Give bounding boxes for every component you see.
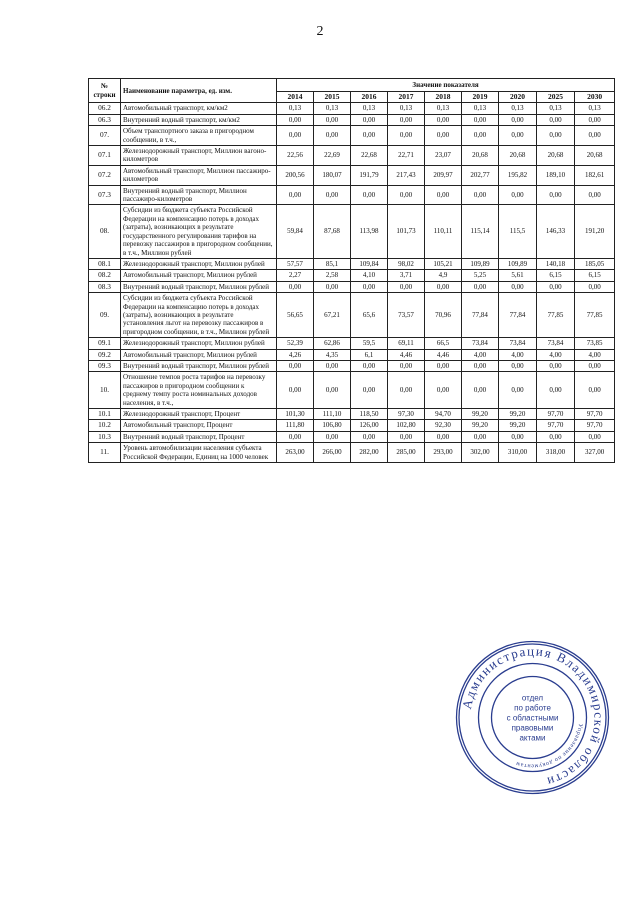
value-cell: 146,33 (537, 205, 575, 258)
value-cell: 0,00 (499, 114, 537, 125)
value-cell: 98,02 (388, 258, 425, 269)
year-header-2015: 2015 (314, 92, 351, 103)
value-cell: 109,84 (351, 258, 388, 269)
seal-center-line: с областными (506, 713, 559, 723)
indicators-table-container (88, 78, 614, 463)
value-cell: 0,00 (462, 360, 499, 371)
table-body (89, 103, 615, 463)
row-code: 06.2 (89, 103, 121, 114)
value-cell: 0,00 (314, 126, 351, 146)
value-cell: 65,6 (351, 293, 388, 338)
value-cell: 6,15 (575, 270, 615, 281)
value-cell: 0,00 (314, 431, 351, 442)
parameter-name: Внутренний водный транспорт, км/км2 (121, 114, 277, 125)
value-cell: 0,00 (537, 281, 575, 292)
value-cell: 0,00 (575, 431, 615, 442)
value-cell: 77,84 (499, 293, 537, 338)
value-cell: 0,00 (277, 431, 314, 442)
table-row (89, 114, 615, 125)
parameter-name: Внутренний водный транспорт, Процент (121, 431, 277, 442)
value-cell: 5,61 (499, 270, 537, 281)
value-cell: 109,89 (499, 258, 537, 269)
value-cell: 0,00 (425, 372, 462, 409)
row-number-header: № строки (89, 79, 121, 103)
value-cell: 0,00 (462, 431, 499, 442)
value-cell: 282,00 (351, 443, 388, 463)
value-cell: 22,56 (277, 146, 314, 166)
value-cell: 0,00 (462, 185, 499, 205)
value-cell: 0,00 (537, 360, 575, 371)
value-cell: 0,00 (575, 126, 615, 146)
value-cell: 59,84 (277, 205, 314, 258)
value-cell: 0,00 (277, 126, 314, 146)
value-cell: 4,00 (462, 349, 499, 360)
value-cell: 4,46 (425, 349, 462, 360)
value-cell: 189,10 (537, 165, 575, 185)
row-code: 08.1 (89, 258, 121, 269)
value-cell: 73,84 (462, 338, 499, 349)
value-cell: 0,00 (388, 185, 425, 205)
value-cell: 111,10 (314, 409, 351, 420)
seal-center-line: отдел (521, 693, 544, 703)
value-cell: 266,00 (314, 443, 351, 463)
official-seal (450, 635, 615, 800)
row-code: 10. (89, 372, 121, 409)
row-code: 07.1 (89, 146, 121, 166)
value-cell: 20,68 (462, 146, 499, 166)
value-cell: 0,00 (351, 185, 388, 205)
value-cell: 0,00 (351, 114, 388, 125)
table-row (89, 293, 615, 338)
value-cell: 66,5 (425, 338, 462, 349)
value-cell: 318,00 (537, 443, 575, 463)
value-cell: 73,84 (499, 338, 537, 349)
row-code: 08. (89, 205, 121, 258)
value-cell: 111,80 (277, 420, 314, 431)
value-cell: 118,50 (351, 409, 388, 420)
value-cell: 0,00 (499, 360, 537, 371)
seal-center-line: правовыми (511, 723, 554, 733)
table-row (89, 372, 615, 409)
value-cell: 22,68 (351, 146, 388, 166)
value-cell: 302,00 (462, 443, 499, 463)
row-code: 09.3 (89, 360, 121, 371)
value-cell: 0,13 (314, 103, 351, 114)
value-cell: 52,39 (277, 338, 314, 349)
value-cell: 0,13 (537, 103, 575, 114)
row-code: 08.3 (89, 281, 121, 292)
value-cell: 0,00 (537, 114, 575, 125)
value-cell: 0,00 (277, 114, 314, 125)
value-cell: 0,00 (462, 114, 499, 125)
value-cell: 97,70 (575, 420, 615, 431)
value-cell: 0,13 (425, 103, 462, 114)
row-code: 09.2 (89, 349, 121, 360)
value-cell: 4,10 (351, 270, 388, 281)
value-cell: 77,84 (462, 293, 499, 338)
table-row (89, 443, 615, 463)
value-cell: 115,14 (462, 205, 499, 258)
value-cell: 70,96 (425, 293, 462, 338)
value-cell: 0,00 (351, 126, 388, 146)
value-cell: 77,85 (575, 293, 615, 338)
value-cell: 0,00 (314, 185, 351, 205)
value-cell: 56,65 (277, 293, 314, 338)
value-cell: 23,07 (425, 146, 462, 166)
value-cell: 0,13 (351, 103, 388, 114)
value-cell: 0,00 (462, 126, 499, 146)
value-cell: 0,00 (537, 185, 575, 205)
row-code: 07.3 (89, 185, 121, 205)
value-cell: 0,00 (575, 360, 615, 371)
value-cell: 0,13 (388, 103, 425, 114)
value-cell: 0,00 (314, 114, 351, 125)
value-cell: 285,00 (388, 443, 425, 463)
value-cell: 59,5 (351, 338, 388, 349)
value-cell: 293,00 (425, 443, 462, 463)
value-cell: 0,00 (388, 281, 425, 292)
value-cell: 0,00 (499, 126, 537, 146)
value-cell: 0,00 (425, 126, 462, 146)
value-cell: 0,00 (351, 360, 388, 371)
value-cell: 73,84 (537, 338, 575, 349)
table-row (89, 258, 615, 269)
value-cell: 99,20 (499, 420, 537, 431)
value-cell: 0,00 (351, 431, 388, 442)
table-row (89, 409, 615, 420)
value-cell: 0,00 (575, 281, 615, 292)
indicator-values-header: Значение показателя (277, 79, 615, 92)
table-row (89, 431, 615, 442)
parameter-name: Уровень автомобилизации населения субъекта Российской Федерации, Единиц на 1000 человек (121, 443, 277, 463)
row-code: 10.2 (89, 420, 121, 431)
year-header-2030: 2030 (575, 92, 615, 103)
parameter-name: Автомобильный транспорт, Миллион рублей (121, 270, 277, 281)
value-cell: 0,00 (351, 281, 388, 292)
value-cell: 6,1 (351, 349, 388, 360)
year-header-2014: 2014 (277, 92, 314, 103)
value-cell: 140,18 (537, 258, 575, 269)
page-number: 2 (316, 24, 324, 39)
value-cell: 92,30 (425, 420, 462, 431)
value-cell: 0,00 (575, 372, 615, 409)
value-cell: 0,00 (537, 372, 575, 409)
value-cell: 0,13 (462, 103, 499, 114)
value-cell: 0,00 (314, 281, 351, 292)
row-code: 10.3 (89, 431, 121, 442)
parameter-name: Внутренний водный транспорт, Миллион пассажиро-километров (121, 185, 277, 205)
value-cell: 195,82 (499, 165, 537, 185)
value-cell: 2,27 (277, 270, 314, 281)
value-cell: 0,00 (388, 372, 425, 409)
value-cell: 6,15 (537, 270, 575, 281)
value-cell: 217,43 (388, 165, 425, 185)
row-code: 10.1 (89, 409, 121, 420)
value-cell: 73,57 (388, 293, 425, 338)
value-cell: 0,13 (575, 103, 615, 114)
year-header-2020: 2020 (499, 92, 537, 103)
year-header-2016: 2016 (351, 92, 388, 103)
value-cell: 57,57 (277, 258, 314, 269)
header-row-1 (89, 79, 615, 92)
year-header-2017: 2017 (388, 92, 425, 103)
value-cell: 0,00 (388, 114, 425, 125)
value-cell: 0,00 (277, 360, 314, 371)
value-cell: 4,00 (499, 349, 537, 360)
table-row (89, 205, 615, 258)
value-cell: 0,13 (277, 103, 314, 114)
table-row (89, 270, 615, 281)
table-row (89, 420, 615, 431)
table-row (89, 146, 615, 166)
value-cell: 4,00 (537, 349, 575, 360)
value-cell: 182,61 (575, 165, 615, 185)
value-cell: 101,30 (277, 409, 314, 420)
value-cell: 85,1 (314, 258, 351, 269)
value-cell: 4,26 (277, 349, 314, 360)
value-cell: 20,68 (575, 146, 615, 166)
year-header-2018: 2018 (425, 92, 462, 103)
value-cell: 0,00 (277, 185, 314, 205)
parameter-name: Автомобильный транспорт, Процент (121, 420, 277, 431)
value-cell: 87,68 (314, 205, 351, 258)
value-cell: 22,71 (388, 146, 425, 166)
row-code: 09. (89, 293, 121, 338)
value-cell: 0,00 (425, 281, 462, 292)
value-cell: 0,00 (388, 431, 425, 442)
value-cell: 0,00 (277, 281, 314, 292)
value-cell: 109,89 (462, 258, 499, 269)
value-cell: 99,20 (499, 409, 537, 420)
value-cell: 0,00 (499, 281, 537, 292)
value-cell: 0,00 (499, 431, 537, 442)
value-cell: 105,21 (425, 258, 462, 269)
row-code: 11. (89, 443, 121, 463)
value-cell: 0,00 (425, 360, 462, 371)
value-cell: 2,58 (314, 270, 351, 281)
table-row (89, 338, 615, 349)
value-cell: 99,20 (462, 409, 499, 420)
parameter-name: Железнодорожный транспорт, Миллион вагоно-километров (121, 146, 277, 166)
value-cell: 67,21 (314, 293, 351, 338)
value-cell: 0,00 (575, 114, 615, 125)
value-cell: 0,00 (425, 114, 462, 125)
table-row (89, 185, 615, 205)
value-cell: 0,00 (388, 360, 425, 371)
parameter-name: Субсидии из бюджета субъекта Российской Федерации на компенсацию потерь в доходах (затраты), возникающих в результате государственного регулирования тарифов на перевозку пассажиров в пригородном сообщении, в т.ч., Миллион рублей (121, 205, 277, 258)
value-cell: 110,11 (425, 205, 462, 258)
parameter-name: Внутренний водный транспорт, Миллион рублей (121, 360, 277, 371)
value-cell: 310,00 (499, 443, 537, 463)
value-cell: 263,00 (277, 443, 314, 463)
value-cell: 22,69 (314, 146, 351, 166)
value-cell: 0,00 (388, 126, 425, 146)
value-cell: 99,20 (462, 420, 499, 431)
parameter-name: Железнодорожный транспорт, Миллион рублей (121, 258, 277, 269)
value-cell: 0,00 (277, 372, 314, 409)
value-cell: 97,70 (575, 409, 615, 420)
value-cell: 97,70 (537, 409, 575, 420)
value-cell: 20,68 (537, 146, 575, 166)
row-code: 07. (89, 126, 121, 146)
value-cell: 73,85 (575, 338, 615, 349)
value-cell: 69,11 (388, 338, 425, 349)
row-code: 08.2 (89, 270, 121, 281)
table-row (89, 281, 615, 292)
parameter-name: Внутренний водный транспорт, Миллион рублей (121, 281, 277, 292)
value-cell: 94,70 (425, 409, 462, 420)
parameter-name: Автомобильный транспорт, км/км2 (121, 103, 277, 114)
year-header-2019: 2019 (462, 92, 499, 103)
value-cell: 97,70 (537, 420, 575, 431)
value-cell: 0,00 (314, 372, 351, 409)
year-header-2025: 2025 (537, 92, 575, 103)
table-row (89, 349, 615, 360)
value-cell: 191,20 (575, 205, 615, 258)
indicators-table (88, 78, 615, 463)
row-code: 09.1 (89, 338, 121, 349)
value-cell: 115,5 (499, 205, 537, 258)
value-cell: 0,00 (537, 126, 575, 146)
value-cell: 0,00 (351, 372, 388, 409)
value-cell: 191,79 (351, 165, 388, 185)
value-cell: 209,97 (425, 165, 462, 185)
value-cell: 180,07 (314, 165, 351, 185)
value-cell: 126,00 (351, 420, 388, 431)
value-cell: 4,35 (314, 349, 351, 360)
value-cell: 202,77 (462, 165, 499, 185)
parameter-name: Отношение темпов роста тарифов на перевозку пассажиров в пригородном сообщении к среднему темпу роста номинальных доходов населения, в т.ч., (121, 372, 277, 409)
parameter-name: Объем транспортного заказа в пригородном сообщении, в т.ч., (121, 126, 277, 146)
value-cell: 3,71 (388, 270, 425, 281)
value-cell: 4,00 (575, 349, 615, 360)
row-code: 07.2 (89, 165, 121, 185)
value-cell: 0,13 (499, 103, 537, 114)
value-cell: 0,00 (462, 372, 499, 409)
value-cell: 0,00 (499, 185, 537, 205)
table-row (89, 360, 615, 371)
parameter-name: Автомобильный транспорт, Миллион рублей (121, 349, 277, 360)
seal-center-line: актами (519, 733, 546, 743)
value-cell: 20,68 (499, 146, 537, 166)
seal-inner-text: Управление по документам (514, 723, 584, 769)
value-cell: 102,80 (388, 420, 425, 431)
value-cell: 0,00 (575, 185, 615, 205)
table-row (89, 165, 615, 185)
seal-center-line: по работе (514, 703, 551, 713)
value-cell: 185,05 (575, 258, 615, 269)
parameter-name: Автомобильный транспорт, Миллион пассажиро-километров (121, 165, 277, 185)
value-cell: 101,73 (388, 205, 425, 258)
table-row (89, 103, 615, 114)
value-cell: 113,98 (351, 205, 388, 258)
row-code: 06.3 (89, 114, 121, 125)
value-cell: 0,00 (462, 281, 499, 292)
value-cell: 5,25 (462, 270, 499, 281)
value-cell: 0,00 (425, 431, 462, 442)
value-cell: 106,80 (314, 420, 351, 431)
seal-outer-text: Администрация Владимирской области (459, 643, 607, 790)
value-cell: 62,86 (314, 338, 351, 349)
value-cell: 4,46 (388, 349, 425, 360)
value-cell: 200,56 (277, 165, 314, 185)
value-cell: 0,00 (499, 372, 537, 409)
value-cell: 0,00 (425, 185, 462, 205)
value-cell: 77,85 (537, 293, 575, 338)
parameter-name-header: Наименование параметра, ед. изм. (121, 79, 277, 103)
value-cell: 0,00 (314, 360, 351, 371)
parameter-name: Железнодорожный транспорт, Процент (121, 409, 277, 420)
value-cell: 0,00 (537, 431, 575, 442)
value-cell: 97,30 (388, 409, 425, 420)
value-cell: 327,00 (575, 443, 615, 463)
parameter-name: Субсидии из бюджета субъекта Российской Федерации на компенсацию потерь в доходах (затраты), возникающих в результате установления льгот на перевозку пассажиров в пригородном сообщении, в т.ч., Миллион рублей (121, 293, 277, 338)
table-row (89, 126, 615, 146)
parameter-name: Железнодорожный транспорт, Миллион рублей (121, 338, 277, 349)
value-cell: 4,9 (425, 270, 462, 281)
